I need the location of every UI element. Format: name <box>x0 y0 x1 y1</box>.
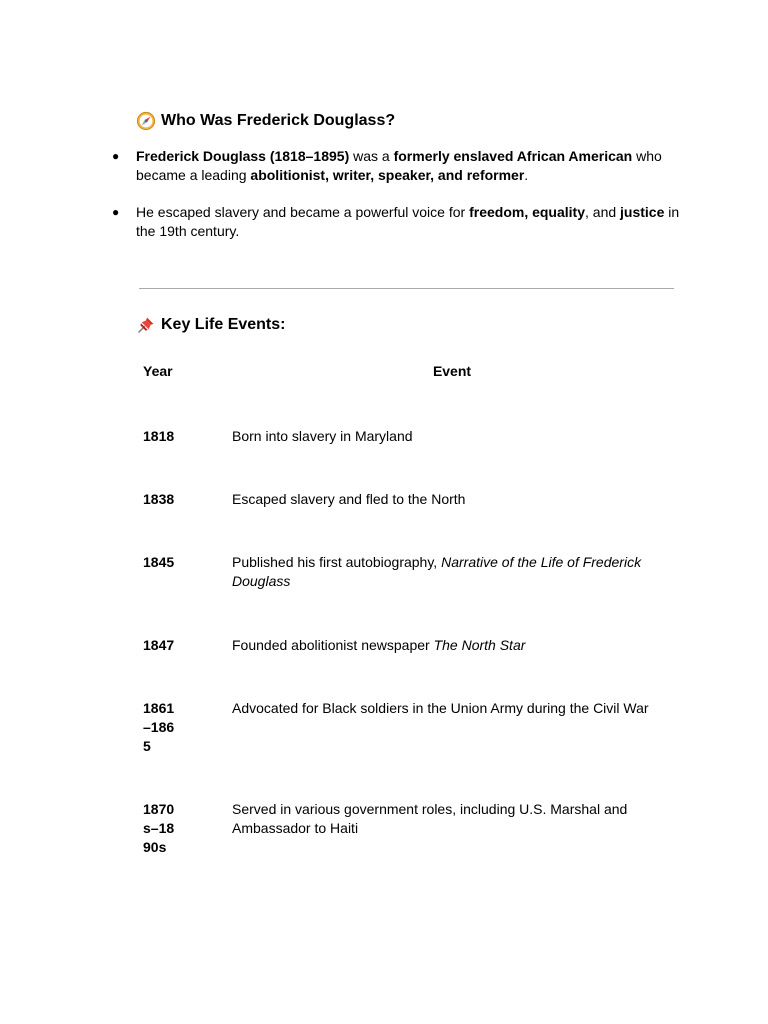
table-cell-event <box>232 636 652 655</box>
table-cell-year: 1870s–1890s <box>143 801 175 855</box>
text-segment: Frederick Douglass (1818–1895) <box>136 148 350 164</box>
text-segment: Published his first autobiography, <box>232 554 442 570</box>
text-segment: . <box>524 167 529 183</box>
bullet-text <box>136 148 662 183</box>
bullet-icon: ● <box>112 205 120 219</box>
section-heading-key-events <box>136 315 285 335</box>
table-cell-year: 1818 <box>143 428 175 444</box>
compass-icon <box>136 111 156 131</box>
bullet-icon: ● <box>112 149 120 163</box>
section-heading-who-was <box>136 111 395 131</box>
section-title: Key Life Events: <box>161 316 286 333</box>
text-segment: The North Star <box>433 637 526 653</box>
table-cell-year: 1838 <box>143 491 175 507</box>
list-item <box>112 203 682 241</box>
table-cell-event <box>232 800 652 838</box>
text-segment: freedom, equality <box>469 204 585 220</box>
text-segment: Founded abolitionist newspaper <box>232 637 434 653</box>
pushpin-icon <box>136 315 156 335</box>
table-cell-event <box>232 699 652 718</box>
table-cell-event <box>232 553 652 591</box>
text-segment: in the 19th century. <box>136 204 680 239</box>
text-segment: , and <box>585 204 621 220</box>
list-item <box>112 147 682 185</box>
bullet-text <box>136 204 679 239</box>
text-segment: Served in various government roles, including U.S. Marshal and Ambassador to Haiti <box>232 801 628 836</box>
text-segment: Born into slavery in Maryland <box>232 428 413 444</box>
text-segment: formerly enslaved African American <box>393 148 633 164</box>
section-title: Who Was Frederick Douglass? <box>161 112 396 129</box>
text-segment: Escaped slavery and fled to the North <box>232 491 466 507</box>
text-segment: Advocated for Black soldiers in the Union Army during the Civil War <box>232 700 649 716</box>
text-segment: was a <box>349 148 394 164</box>
text-segment: justice <box>620 204 665 220</box>
table-header-event: Event <box>432 363 472 379</box>
table-cell-year: 1861–1865 <box>143 700 175 754</box>
horizontal-divider <box>139 288 674 289</box>
text-segment: abolitionist, writer, speaker, and reformer <box>250 167 525 183</box>
table-cell-year: 1845 <box>143 554 175 570</box>
table-cell-event <box>232 490 652 509</box>
table-cell-year: 1847 <box>143 637 175 653</box>
text-segment: He escaped slavery and became a powerful voice for <box>136 204 470 220</box>
table-header-year: Year <box>143 363 173 379</box>
text-segment: Narrative of the Life of Frederick Douglass <box>232 554 642 589</box>
text-segment: who became a leading <box>136 148 662 183</box>
intro-bullet-list <box>112 147 682 259</box>
table-cell-event <box>232 427 652 446</box>
